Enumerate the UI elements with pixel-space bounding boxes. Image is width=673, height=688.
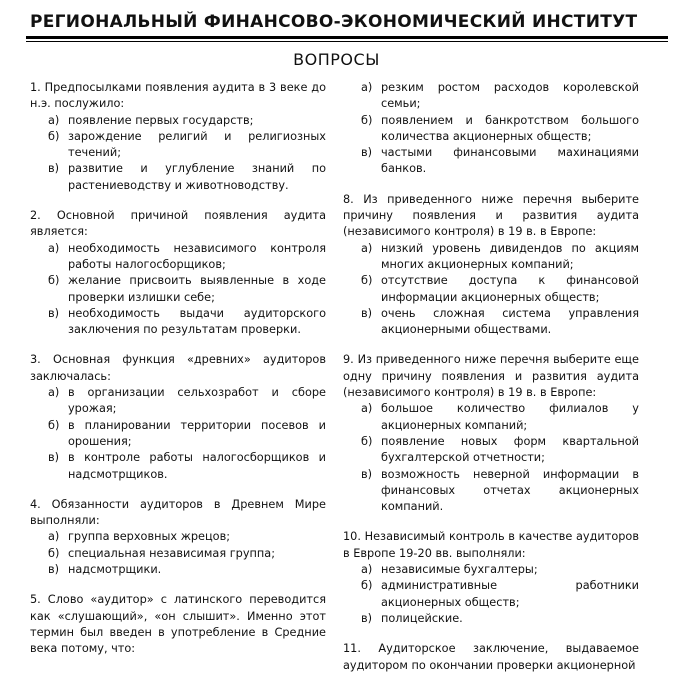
option-text: в контроле работы налогосборщиков и надсмотрщиков. [68,451,326,481]
header-rule-thin [26,41,668,42]
option-text: появлением и банкротством большого количества акционерных обществ; [381,113,639,143]
question-block [30,352,326,482]
answer-option [48,529,326,545]
option-text: административные работники акционерных обществ; [381,579,639,609]
option-label: а) [361,81,373,94]
answer-option [48,241,326,274]
question-block [30,497,326,578]
option-text: большое количество филиалов у акционерных компаний; [381,402,639,432]
option-label: в) [361,146,373,160]
option-text: зарождение религий и религиозных течений; [68,129,326,160]
option-label: б) [361,579,373,593]
question-block [343,352,639,515]
answer-option [361,241,639,274]
option-label: а) [361,241,373,255]
option-label: в) [361,306,373,320]
option-label: в) [361,467,373,481]
answer-option [361,113,639,146]
answer-option [361,562,639,578]
option-label: б) [48,418,60,432]
option-label: а) [48,530,60,544]
answer-option [361,467,639,516]
question-text: 11. Аудиторское заключение, выдаваемое аудитором по окончании проверки акционерной [343,642,639,672]
option-text: необходимость выдачи аудиторского заключения по результатам проверки. [68,306,326,337]
option-text: резким ростом расходов королевской семьи; [381,81,639,111]
question-block [343,641,639,674]
question-text: 2. Основной причиной появления аудита является: [30,209,326,239]
answer-option [48,129,326,162]
option-text: появление новых форм квартальной бухгалтерской отчетности; [381,434,639,465]
answer-option [48,562,326,578]
option-text: надсмотрщики. [68,563,162,577]
option-label: а) [48,113,60,127]
option-label: в) [48,451,60,465]
option-text: частыми финансовыми махинациями банков. [381,146,639,176]
option-label: а) [361,402,373,416]
option-label: в) [48,306,60,320]
answer-option [361,434,639,467]
answer-option [48,306,326,339]
option-text: развитие и углубление знаний по растениеводству и животноводству. [68,162,326,192]
option-text: очень сложная система управления акционерными обществами. [381,306,639,337]
answer-option [48,418,326,451]
answer-option [361,578,639,611]
answer-option [361,611,639,627]
option-text: в организации сельхозработ и сборе урожая; [68,386,326,416]
option-text: необходимость независимого контроля работы налогосборщиков; [68,241,326,271]
option-text: полицейские. [381,611,463,625]
question-text: 10. Независимый контроль в качестве аудиторов в Европе 19-20 вв. выполняли: [343,530,639,560]
answer-option [48,113,326,129]
option-label: б) [361,434,373,448]
answer-option [361,401,639,434]
left-column [30,80,326,672]
option-text: группа верховных жрецов; [68,530,231,544]
section-title: ВОПРОСЫ [293,50,380,69]
option-label: в) [48,162,60,176]
answer-option [48,450,326,483]
answer-option [48,385,326,418]
question-text: 4. Обязанности аудиторов в Древнем Мире выполняли: [30,497,326,528]
answer-option [361,306,639,339]
option-label: б) [48,274,60,288]
answer-option [361,273,639,306]
question-text: 8. Из приведенного ниже перечня выберите причину появления и развития аудита (независимого контроля) в 19 в. в Европе: [343,192,639,239]
question-block [343,529,639,627]
question-block [30,208,326,338]
question-text: 9. Из приведенного ниже перечня выберите еще одну причину появления и развития аудита (независимого контроля) в 19 в. в Европе: [343,353,639,400]
option-label: в) [361,611,373,625]
question-block [30,80,326,194]
question-text: 1. Предпосылками появления аудита в 3 веке до н.э. послужило: [30,81,326,111]
question-block [30,592,326,657]
question-block [343,192,639,339]
option-label: а) [48,241,60,255]
question-text: 3. Основная функция «древних» аудиторов заключалась: [30,353,326,383]
institute-header: РЕГИОНАЛЬНЫЙ ФИНАНСОВО-ЭКОНОМИЧЕСКИЙ ИНСТИТУТ [30,12,638,32]
option-text: желание присвоить выявленные в ходе проверки излишки себе; [68,274,326,304]
option-label: б) [361,113,373,127]
header-rule-thick [26,36,668,39]
option-text: появление первых государств; [68,113,254,127]
question-block [343,80,639,178]
answer-option [361,80,639,113]
question-text: 5. Слово «аудитор» с латинского переводится как «слушающий», «он слышит». Именно этот термин был введен в употребление в Средние века потому, что: [30,593,326,656]
option-text: возможность неверной информации в финансовых отчетах акционерных компаний. [381,467,639,514]
answer-option [48,546,326,562]
option-text: специальная независимая группа; [68,546,276,560]
option-text: низкий уровень дивидендов по акциям многих акционерных компаний; [381,241,639,271]
option-label: б) [48,129,60,143]
option-text: в планировании территории посевов и орошения; [68,418,326,448]
option-label: б) [48,546,60,560]
answer-option [48,273,326,306]
answer-option [48,161,326,194]
answer-option [361,145,639,178]
option-text: отсутствие доступа к финансовой информации акционерных обществ; [381,274,639,304]
option-label: а) [361,563,373,577]
option-label: в) [48,563,60,577]
option-label: а) [48,386,60,400]
option-text: независимые бухгалтеры; [381,563,538,577]
right-column [343,80,639,688]
option-label: б) [361,274,373,288]
